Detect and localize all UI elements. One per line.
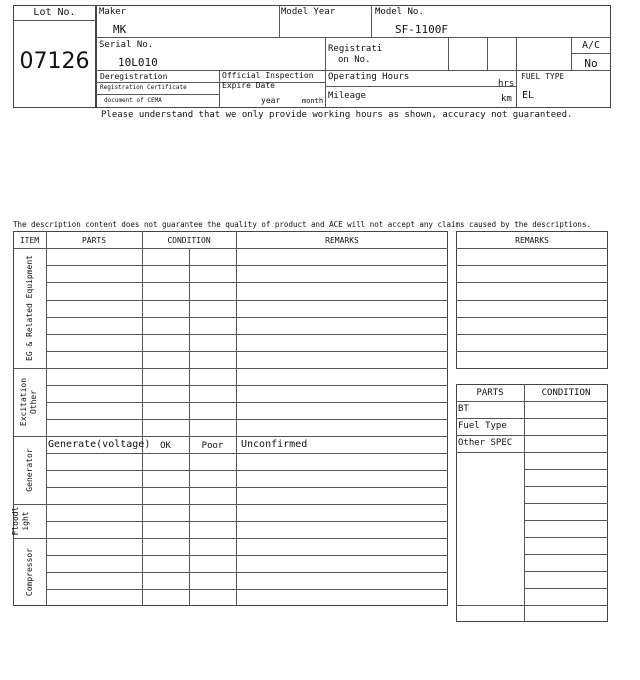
spec-parts-header: PARTS xyxy=(476,388,504,398)
hours-notice: Please understand that we only provide working hours as shown, accuracy not guaranteed. xyxy=(101,110,573,120)
deregistration-label: Deregistration xyxy=(100,72,168,81)
model-year-label: Model Year xyxy=(281,7,336,17)
serial-no-value: 10L010 xyxy=(118,56,158,69)
registration-certificate-label: Registration Certificate xyxy=(100,84,187,91)
right-remarks-header: REMARKS xyxy=(515,236,549,245)
hrs-label: hrs xyxy=(498,79,515,89)
section-floodlight-1: Floodl xyxy=(11,506,20,536)
spec-row-fuel-type: Fuel Type xyxy=(458,421,507,431)
section-excitation: Excitation xyxy=(19,377,28,427)
official-inspection-label-1: Official Inspection xyxy=(222,71,314,80)
generator-remark: Unconfirmed xyxy=(241,439,308,450)
description-notice: The description content does not guarantee the quality of product and ACE will not accept any claims caused by the descriptions. xyxy=(13,220,591,229)
generator-part: Generate(voltage) xyxy=(48,439,151,450)
parts-header: PARTS xyxy=(81,236,107,245)
spec-row-other-spec: Other SPEC xyxy=(458,438,513,448)
mileage-label: Mileage xyxy=(328,91,366,101)
maker-label: Maker xyxy=(99,7,127,17)
km-label: km xyxy=(501,94,512,104)
section-eg-related-equipment: EG & Related Equipment xyxy=(25,255,34,361)
serial-no-label: Serial No. xyxy=(99,40,154,50)
fuel-type-label: FUEL TYPE xyxy=(521,72,565,81)
section-compressor: Compressor xyxy=(25,547,34,597)
model-no-label: Model No. xyxy=(375,7,424,17)
operating-hours-label: Operating Hours xyxy=(328,72,410,82)
ac-value: No xyxy=(584,57,598,70)
spec-condition-header: CONDITION xyxy=(541,388,591,398)
remarks-header: REMARKS xyxy=(325,236,359,245)
generator-poor: Poor xyxy=(201,441,224,451)
ac-label: A/C xyxy=(581,40,601,51)
year-label: year xyxy=(261,96,281,105)
lot-no-value: 07126 xyxy=(19,49,90,74)
spec-row-bt: BT xyxy=(458,404,469,414)
section-other: Other xyxy=(29,389,38,415)
maker-value: MK xyxy=(113,23,127,36)
month-label: month xyxy=(302,97,324,105)
registration-label-1: Registrati xyxy=(328,44,383,54)
item-header: ITEM xyxy=(19,236,40,245)
condition-header: CONDITION xyxy=(167,236,211,245)
section-generator: Generator xyxy=(25,448,34,492)
registration-label-2: on No. xyxy=(338,55,371,65)
generator-ok: OK xyxy=(160,441,171,451)
official-inspection-label-2: Expire Date xyxy=(222,81,275,90)
document-cema-label: document of CEMA xyxy=(104,97,162,104)
fuel-type-value: EL xyxy=(522,90,535,101)
section-floodlight-2: ight xyxy=(21,511,30,531)
model-no-value: SF-1100F xyxy=(395,23,448,36)
lot-no-label: Lot No. xyxy=(33,7,76,18)
